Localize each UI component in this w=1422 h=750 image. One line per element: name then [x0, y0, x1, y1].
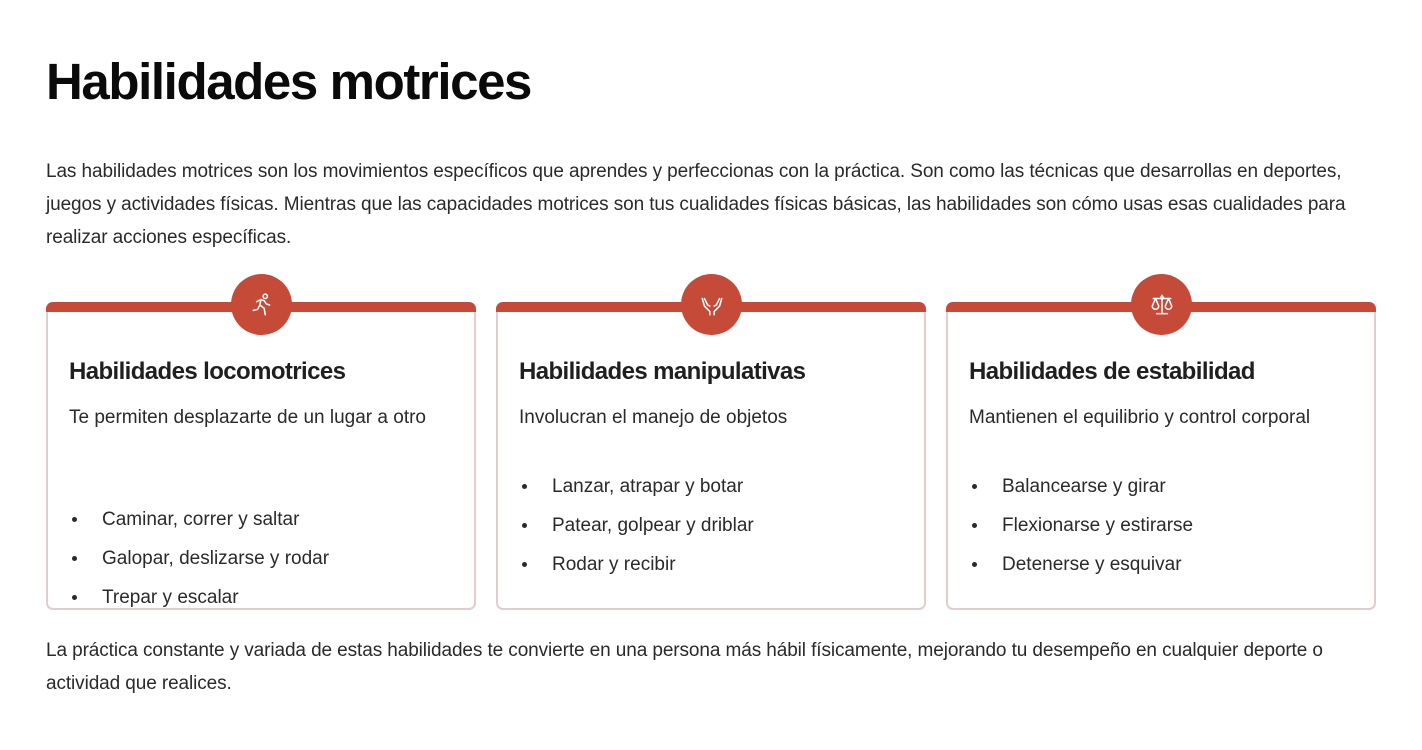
bullet-icon: [972, 562, 977, 567]
list-item: [969, 506, 1359, 545]
closing-paragraph: La práctica constante y variada de estas habilidades te convierte en una persona más hábil físicamente, mejorando tu desempeño en cualquier deporte o actividad que realices.: [46, 640, 1323, 694]
skills-cards: [46, 274, 1376, 610]
list-item-text: Flexionarse y estirarse: [1002, 515, 1194, 536]
intro-paragraph: Las habilidades motrices son los movimientos específicos que aprendes y perfeccionas con la práctica. Son como las técnicas que desarrollas en deportes, juegos y actividades físicas. Mientras que las capacidades motrices son tus cualidades físicas básicas, las habilidades son cómo usas esas cualidades para realizar acciones específicas.: [46, 161, 1346, 248]
list-item: [519, 506, 909, 545]
list-item: [969, 467, 1359, 506]
open-hands-icon: [699, 292, 725, 318]
list-item-text: Galopar, deslizarse y rodar: [102, 548, 330, 569]
card-icon-badge: [231, 274, 292, 335]
bullet-icon: [522, 523, 527, 528]
list-item-text: Balancearse y girar: [1002, 476, 1166, 497]
card-item-list: [69, 500, 459, 617]
bullet-icon: [972, 523, 977, 528]
card-title: Habilidades locomotrices: [69, 358, 346, 385]
list-item-text: Detenerse y esquivar: [1002, 554, 1182, 575]
list-item-text: Lanzar, atrapar y botar: [552, 476, 744, 497]
card-manipulativas: [496, 302, 926, 610]
card-icon-badge: [1131, 274, 1192, 335]
list-item-text: Rodar y recibir: [552, 554, 676, 575]
card-description: Mantienen el equilibrio y control corporal: [969, 407, 1311, 428]
list-item-text: Caminar, correr y saltar: [102, 509, 300, 530]
list-item-text: Trepar y escalar: [102, 587, 239, 608]
card-description: Te permiten desplazarte de un lugar a otro: [69, 407, 426, 428]
bullet-icon: [72, 556, 77, 561]
bullet-icon: [522, 484, 527, 489]
bullet-icon: [522, 562, 527, 567]
card-title: Habilidades de estabilidad: [969, 358, 1255, 385]
page-title: Habilidades motrices: [46, 53, 532, 110]
bullet-icon: [72, 595, 77, 600]
card-item-list: [519, 467, 909, 584]
list-item: [69, 578, 459, 617]
card-locomotrices: [46, 302, 476, 610]
list-item: [519, 467, 909, 506]
list-item: [519, 545, 909, 584]
balance-scale-icon: [1149, 292, 1175, 318]
card-description: Involucran el manejo de objetos: [519, 407, 788, 428]
card-title: Habilidades manipulativas: [519, 358, 806, 385]
card-item-list: [969, 467, 1359, 584]
running-person-icon: [249, 292, 275, 318]
list-item: [69, 500, 459, 539]
list-item: [69, 539, 459, 578]
card-estabilidad: [946, 302, 1376, 610]
list-item-text: Patear, golpear y driblar: [552, 515, 754, 536]
card-icon-badge: [681, 274, 742, 335]
bullet-icon: [972, 484, 977, 489]
bullet-icon: [72, 517, 77, 522]
list-item: [969, 545, 1359, 584]
